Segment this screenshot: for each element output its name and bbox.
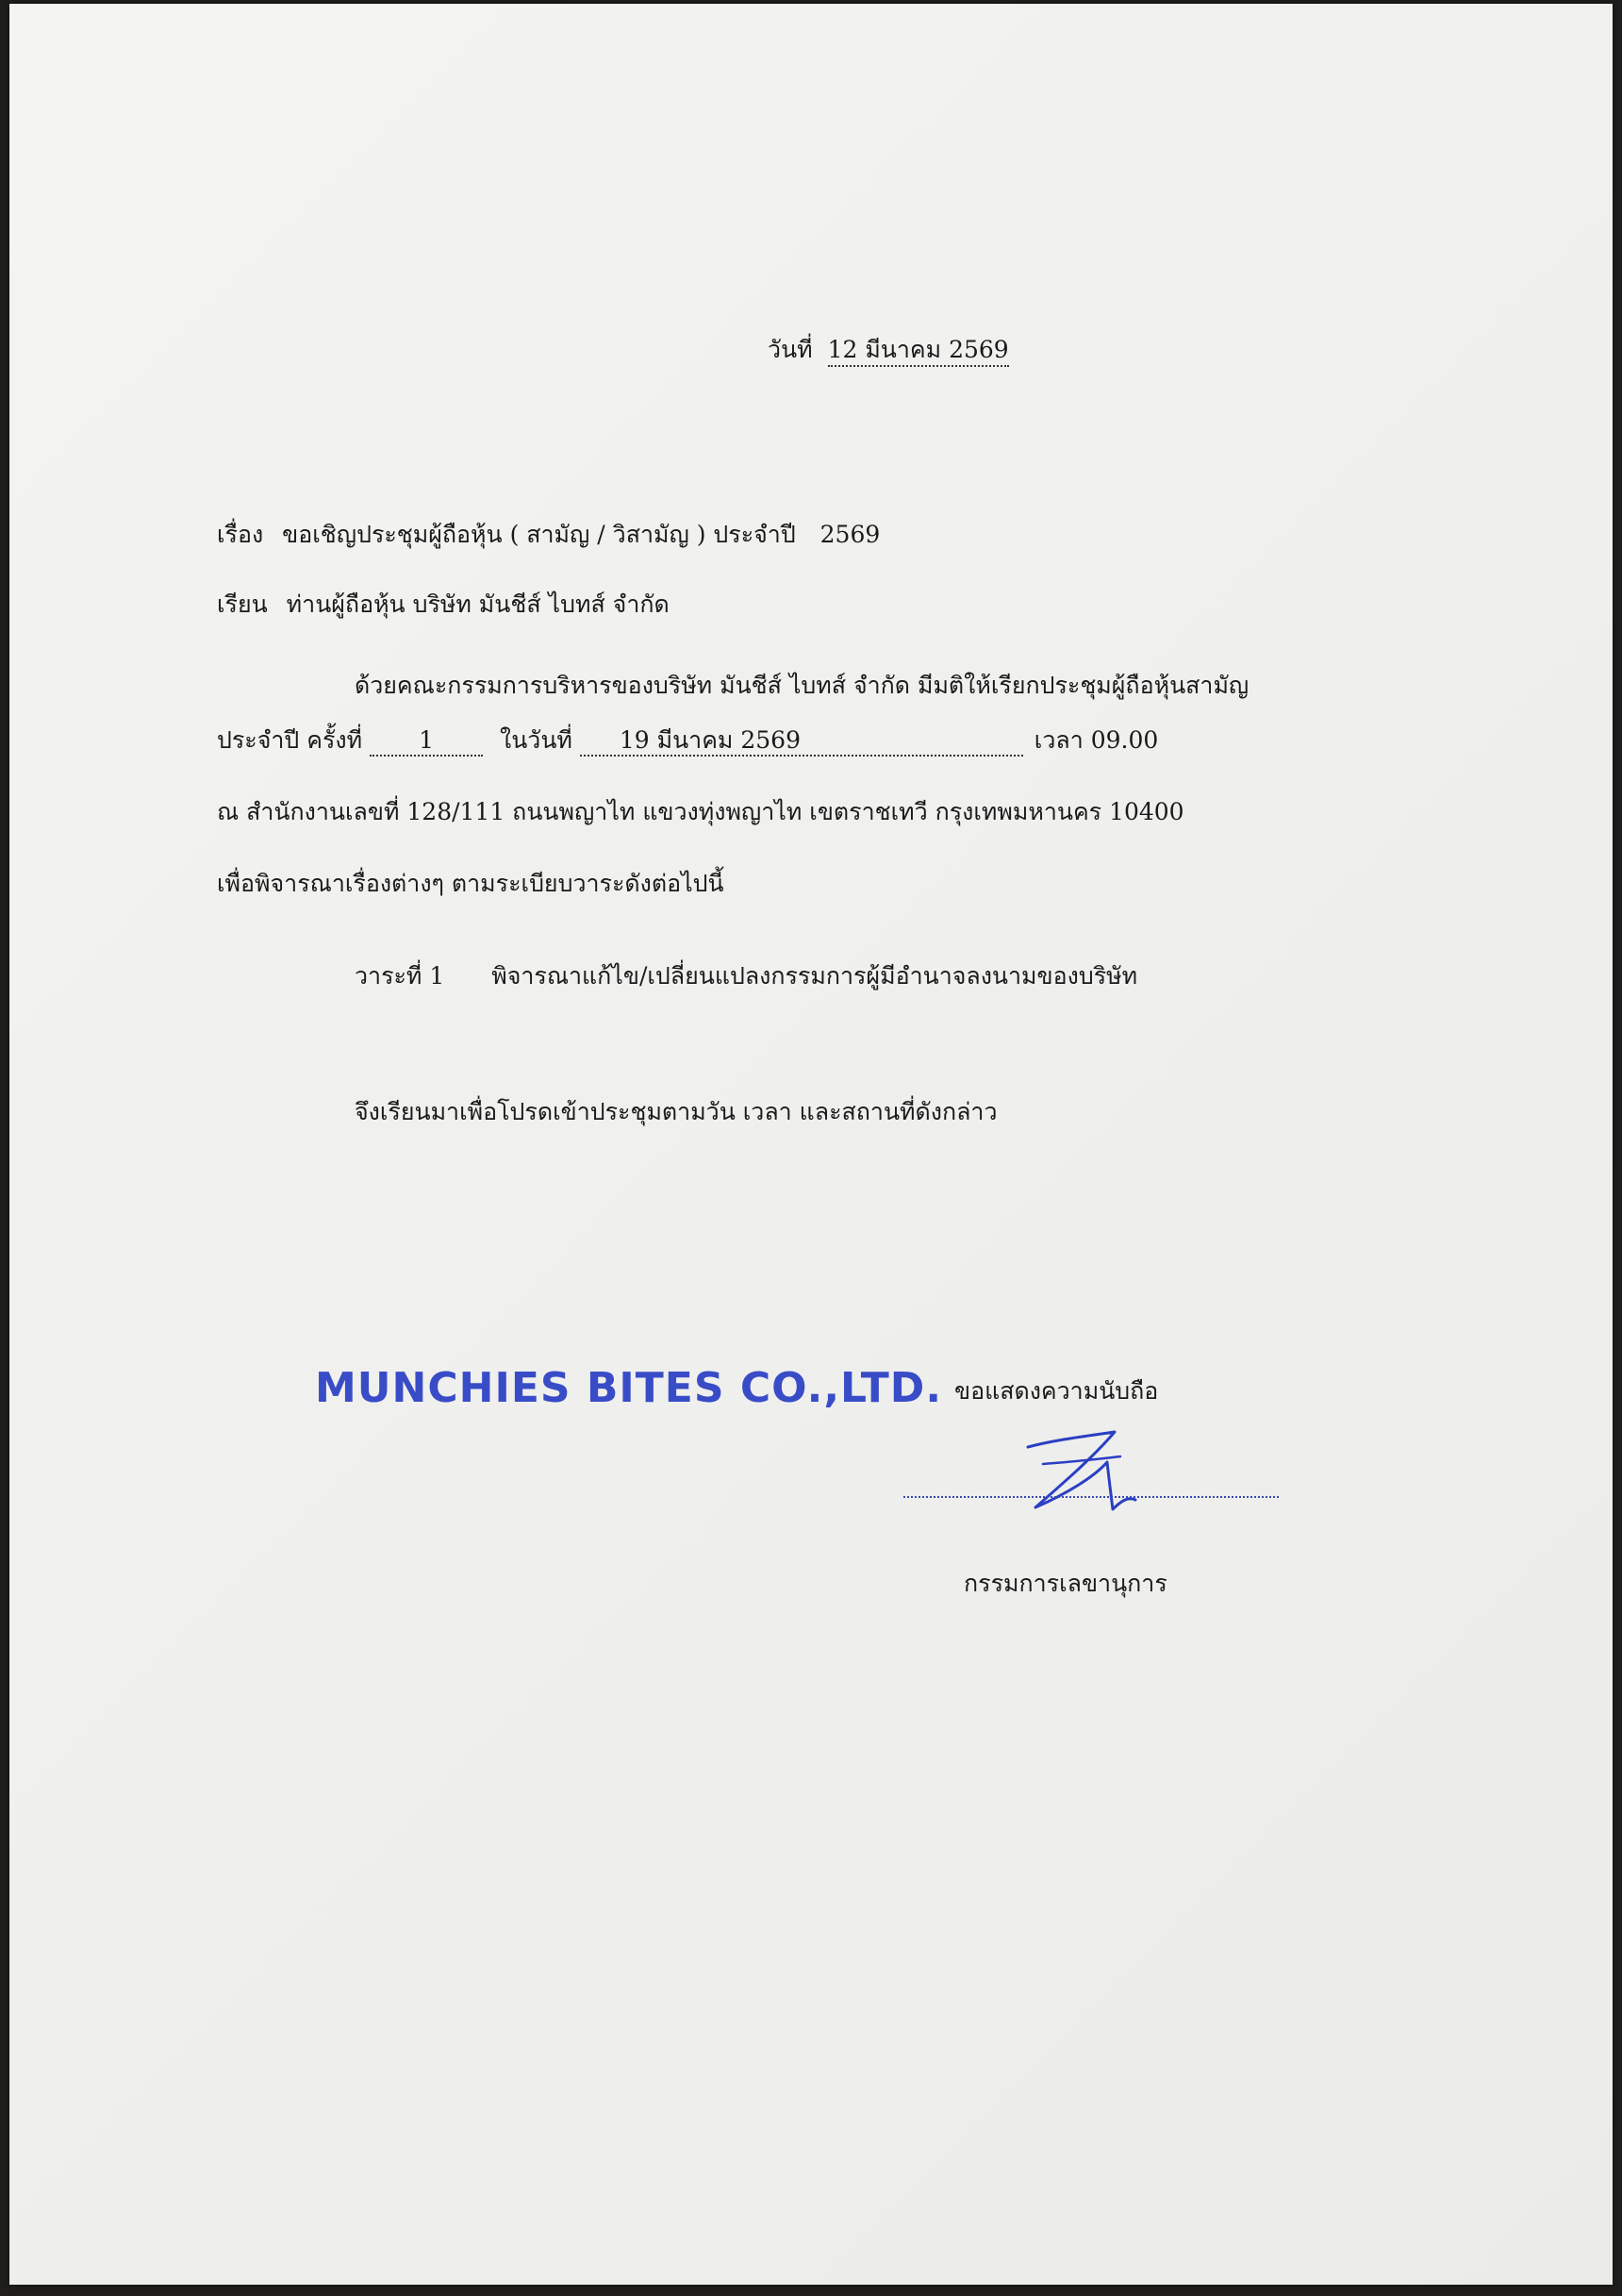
- time-label: เวลา: [1034, 726, 1084, 754]
- recipient-label: เรียน: [217, 591, 268, 618]
- recipient-line: [217, 591, 670, 619]
- letter-page: [9, 4, 1613, 2285]
- session-label: ประจำปี ครั้งที่: [217, 726, 363, 754]
- agenda-item-text: พิจารณาแก้ไข/เปลี่ยนแปลงกรรมการผู้มีอำนาจลงนามของบริษัท: [491, 962, 1138, 990]
- intro-paragraph: ด้วยคณะกรรมการบริหารของบริษัท มันชีส์ ไบทส์ จำกัด มีมติให้เรียกประชุมผู้ถือหุ้นสามัญ: [355, 672, 1250, 699]
- subject-year: 2569: [819, 521, 881, 548]
- meeting-date: 19 มีนาคม 2569: [580, 726, 1023, 757]
- on-date-label: ในวันที่: [499, 726, 572, 754]
- subject-text: ขอเชิญประชุมผู้ถือหุ้น ( สามัญ / วิสามัญ ) ประจำปี: [282, 521, 796, 548]
- date-value: 12 มีนาคม 2569: [828, 336, 1009, 367]
- signature-line: [903, 1496, 1279, 1498]
- company-stamp: MUNCHIES BITES CO.,LTD.: [315, 1364, 943, 1412]
- session-number: 1: [370, 726, 483, 757]
- subject-line: [217, 521, 880, 549]
- signatory-title: กรรมการเลขานุการ: [964, 1570, 1167, 1597]
- closing-line: จึงเรียนมาเพื่อโปรดเข้าประชุมตามวัน เวลา และสถานที่ดังกล่าว: [355, 1098, 998, 1125]
- time-value: 09.00: [1090, 726, 1159, 754]
- location-line: ณ สำนักงานเลขที่ 128/111 ถนนพญาไท แขวงทุ่งพญาไท เขตราชเทวี กรุงเทพมหานคร 10400: [217, 798, 1184, 825]
- agenda-item-label: วาระที่ 1: [355, 962, 445, 990]
- date-label: วันที่: [768, 336, 813, 363]
- session-line: [217, 726, 1158, 757]
- agenda-item-1: [355, 962, 1137, 990]
- recipient-text: ท่านผู้ถือหุ้น บริษัท มันชีส์ ไบทส์ จำกัด: [286, 591, 670, 618]
- date-line: [768, 336, 1009, 364]
- agenda-intro: เพื่อพิจารณาเรื่องต่างๆ ตามระเบียบวาระดังต่อไปนี้: [217, 870, 724, 897]
- regards-line: ขอแสดงความนับถือ: [954, 1377, 1159, 1405]
- signature-mark: [1009, 1419, 1141, 1513]
- subject-label: เรื่อง: [217, 521, 264, 548]
